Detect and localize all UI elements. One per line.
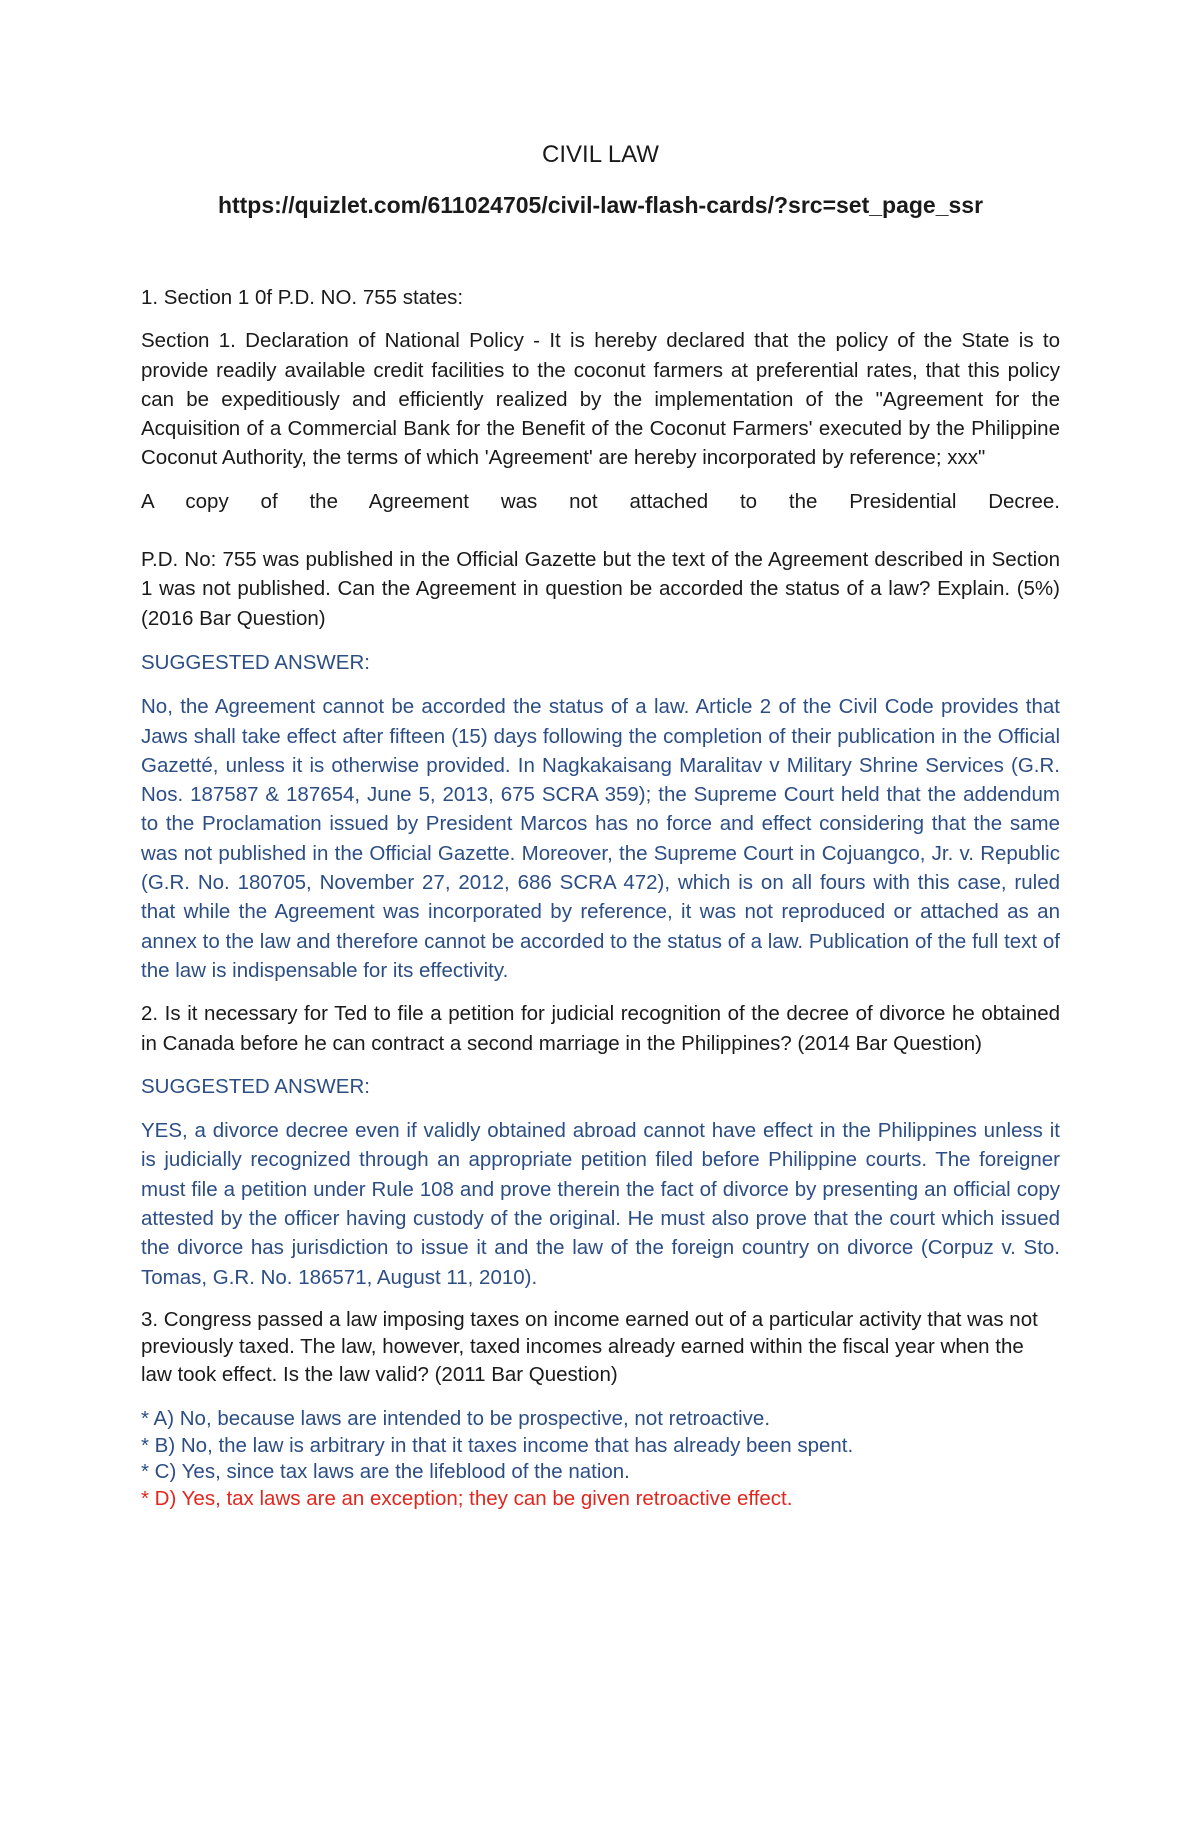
q1-intro: 1. Section 1 0f P.D. NO. 755 states: (141, 286, 464, 309)
q1-answer: No, the Agreement cannot be accorded the status of a law. Article 2 of the Civil Code provides that Jaws shall take effect after fifteen (15) days following the completion of their publication in the Official Gazetté, unless it is otherwise provided. In Nagkakaisang Maralitav v Military Shrine Services (G.R. Nos. 187587 & 187654, June 5, 2013, 675 SCRA 359); the Supreme Court held that the addendum to the Proclamation issued by President Marcos has no force and effect considering that the same was not published in the Official Gazette. Moreover, the Supreme Court in Cojuangco, Jr. v. Republic (G.R. No. 180705, November 27, 2012, 686 SCRA 472), which is on all fours with this case, ruled that while the Agreement was incorporated by reference, it was not reproduced or attached as an annex to the law and therefore cannot be accorded to the status of a law. Publication of the full text of the law is indispensable for its effectivity. (141, 695, 1060, 982)
q2-answer-label: SUGGESTED ANSWER: (141, 1074, 370, 1098)
choice-d-correct: * D) Yes, tax laws are an exception; they can be given retroactive effect. (141, 1486, 793, 1510)
q1-question-text: P.D. No: 755 was published in the Official Gazette but the text of the Agreement described in Section 1 was not published. Can the Agreement in question be accorded the status of a law? Explain. (5%) (2016 Bar Question) (141, 548, 1060, 630)
question-1 (141, 283, 1060, 985)
q1-copy-note: A copy of the Agreement was not attached to the Presidential Decree. (141, 489, 1060, 513)
choice-a: * A) No, because laws are intended to be prospective, not retroactive. (141, 1407, 771, 1431)
question-2 (141, 999, 1060, 1292)
q2-question: 2. Is it necessary for Ted to file a petition for judicial recognition of the decree of divorce he obtained in Canada before he can contract a second marriage in the Philippines? (2014 Bar Question) (141, 1002, 1060, 1055)
choice-c: * C) Yes, since tax laws are the lifeblood of the nation. (141, 1460, 630, 1484)
q3-choices (141, 1406, 1060, 1512)
question-3 (141, 1306, 1060, 1513)
q1-section-text: Section 1. Declaration of National Policy - It is hereby declared that the policy of the State is to provide readily available credit facilities to the coconut farmers at preferential rates, that this policy can be expeditiously and efficiently realized by the implementation of the "Agreement for the Acquisition of a Commercial Bank for the Benefit of the Coconut Farmers' executed by the Philippine Coconut Authority, the terms of which 'Agreement' are hereby incorporated by reference; xxx" (141, 329, 1060, 470)
choice-b: * B) No, the law is arbitrary in that it taxes income that has already been spent. (141, 1433, 854, 1457)
document-page (141, 140, 1060, 1512)
q1-answer-label: SUGGESTED ANSWER: (141, 650, 370, 674)
q3-question: 3. Congress passed a law imposing taxes on income earned out of a particular activity that was not previously taxed. The law, however, taxed incomes already earned within the fiscal year when the law took effect. Is the law valid? (2011 Bar Question) (141, 1307, 1038, 1386)
q2-answer: YES, a divorce decree even if validly obtained abroad cannot have effect in the Philippines unless it is judicially recognized through an appropriate petition filed before Philippine courts. The foreigner must file a petition under Rule 108 and prove therein the fact of divorce by presenting an official copy attested by the officer having custody of the original. He must also prove that the court which issued the divorce has jurisdiction to issue it and the law of the foreign country on divorce (Corpuz v. Sto. Tomas, G.R. No. 186571, August 11, 2010). (141, 1119, 1060, 1289)
source-url: https://quizlet.com/611024705/civil-law-flash-cards/?src=set_page_ssr (217, 192, 984, 218)
document-title: CIVIL LAW (542, 141, 659, 168)
